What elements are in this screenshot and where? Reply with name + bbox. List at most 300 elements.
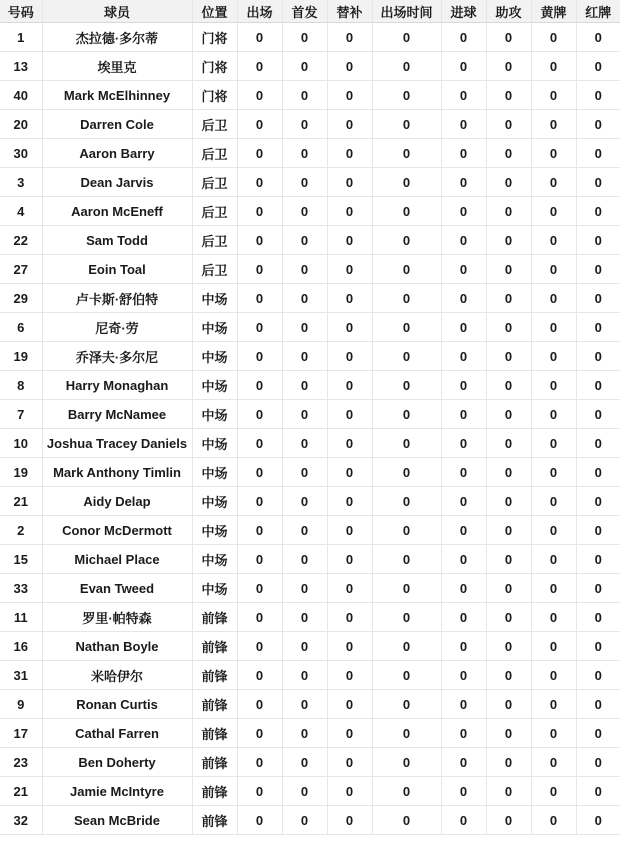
cell-appearances: 0 — [237, 110, 282, 139]
table-row — [0, 52, 620, 81]
cell-minutes: 0 — [372, 110, 441, 139]
cell-red-cards: 0 — [576, 371, 620, 400]
cell-assists: 0 — [486, 719, 531, 748]
cell-red-cards: 0 — [576, 719, 620, 748]
cell-yellow-cards: 0 — [531, 429, 576, 458]
cell-number: 13 — [0, 52, 42, 81]
cell-starts: 0 — [282, 23, 327, 52]
cell-assists: 0 — [486, 226, 531, 255]
cell-minutes: 0 — [372, 81, 441, 110]
cell-red-cards: 0 — [576, 197, 620, 226]
cell-appearances: 0 — [237, 168, 282, 197]
cell-red-cards: 0 — [576, 110, 620, 139]
table-row — [0, 139, 620, 168]
cell-position: 前锋 — [192, 632, 237, 661]
cell-starts: 0 — [282, 168, 327, 197]
cell-yellow-cards: 0 — [531, 516, 576, 545]
cell-minutes: 0 — [372, 226, 441, 255]
cell-assists: 0 — [486, 197, 531, 226]
cell-number: 8 — [0, 371, 42, 400]
cell-player: Nathan Boyle — [42, 632, 192, 661]
cell-substitute: 0 — [327, 458, 372, 487]
column-header-position: 位置 — [192, 0, 237, 23]
cell-starts: 0 — [282, 719, 327, 748]
cell-starts: 0 — [282, 777, 327, 806]
cell-number: 19 — [0, 342, 42, 371]
cell-player: Mark McElhinney — [42, 81, 192, 110]
cell-assists: 0 — [486, 516, 531, 545]
cell-position: 后卫 — [192, 226, 237, 255]
cell-position: 中场 — [192, 313, 237, 342]
cell-assists: 0 — [486, 400, 531, 429]
cell-red-cards: 0 — [576, 81, 620, 110]
cell-substitute: 0 — [327, 719, 372, 748]
cell-starts: 0 — [282, 487, 327, 516]
cell-appearances: 0 — [237, 342, 282, 371]
cell-substitute: 0 — [327, 255, 372, 284]
cell-position: 中场 — [192, 400, 237, 429]
cell-yellow-cards: 0 — [531, 458, 576, 487]
cell-appearances: 0 — [237, 371, 282, 400]
cell-minutes: 0 — [372, 139, 441, 168]
table-row — [0, 516, 620, 545]
cell-substitute: 0 — [327, 197, 372, 226]
cell-assists: 0 — [486, 487, 531, 516]
cell-number: 7 — [0, 400, 42, 429]
cell-appearances: 0 — [237, 574, 282, 603]
cell-number: 3 — [0, 168, 42, 197]
cell-player: Aaron McEneff — [42, 197, 192, 226]
cell-yellow-cards: 0 — [531, 23, 576, 52]
cell-substitute: 0 — [327, 52, 372, 81]
cell-appearances: 0 — [237, 661, 282, 690]
cell-goals: 0 — [441, 110, 486, 139]
cell-number: 30 — [0, 139, 42, 168]
cell-minutes: 0 — [372, 748, 441, 777]
cell-appearances: 0 — [237, 458, 282, 487]
cell-assists: 0 — [486, 748, 531, 777]
cell-goals: 0 — [441, 23, 486, 52]
cell-red-cards: 0 — [576, 661, 620, 690]
cell-player: Eoin Toal — [42, 255, 192, 284]
cell-assists: 0 — [486, 342, 531, 371]
cell-substitute: 0 — [327, 139, 372, 168]
cell-appearances: 0 — [237, 777, 282, 806]
cell-goals: 0 — [441, 284, 486, 313]
cell-minutes: 0 — [372, 806, 441, 835]
cell-assists: 0 — [486, 313, 531, 342]
cell-minutes: 0 — [372, 400, 441, 429]
cell-position: 前锋 — [192, 690, 237, 719]
cell-substitute: 0 — [327, 603, 372, 632]
cell-red-cards: 0 — [576, 806, 620, 835]
cell-goals: 0 — [441, 81, 486, 110]
cell-number: 11 — [0, 603, 42, 632]
cell-starts: 0 — [282, 806, 327, 835]
table-row — [0, 458, 620, 487]
cell-substitute: 0 — [327, 81, 372, 110]
cell-starts: 0 — [282, 574, 327, 603]
cell-assists: 0 — [486, 603, 531, 632]
column-header-starts: 首发 — [282, 0, 327, 23]
cell-starts: 0 — [282, 139, 327, 168]
cell-yellow-cards: 0 — [531, 284, 576, 313]
cell-goals: 0 — [441, 197, 486, 226]
cell-appearances: 0 — [237, 81, 282, 110]
cell-position: 门将 — [192, 23, 237, 52]
cell-minutes: 0 — [372, 603, 441, 632]
cell-red-cards: 0 — [576, 284, 620, 313]
cell-red-cards: 0 — [576, 139, 620, 168]
cell-number: 31 — [0, 661, 42, 690]
cell-appearances: 0 — [237, 632, 282, 661]
cell-red-cards: 0 — [576, 226, 620, 255]
cell-starts: 0 — [282, 313, 327, 342]
cell-red-cards: 0 — [576, 429, 620, 458]
cell-goals: 0 — [441, 52, 486, 81]
cell-assists: 0 — [486, 255, 531, 284]
cell-minutes: 0 — [372, 197, 441, 226]
cell-assists: 0 — [486, 371, 531, 400]
cell-goals: 0 — [441, 487, 486, 516]
cell-appearances: 0 — [237, 226, 282, 255]
cell-number: 29 — [0, 284, 42, 313]
cell-substitute: 0 — [327, 574, 372, 603]
table-row — [0, 255, 620, 284]
cell-yellow-cards: 0 — [531, 400, 576, 429]
cell-yellow-cards: 0 — [531, 226, 576, 255]
cell-starts: 0 — [282, 661, 327, 690]
cell-yellow-cards: 0 — [531, 545, 576, 574]
cell-starts: 0 — [282, 429, 327, 458]
cell-player: 尼奇·劳 — [42, 313, 192, 342]
table-row — [0, 487, 620, 516]
cell-goals: 0 — [441, 690, 486, 719]
cell-minutes: 0 — [372, 777, 441, 806]
cell-number: 15 — [0, 545, 42, 574]
table-row — [0, 197, 620, 226]
cell-yellow-cards: 0 — [531, 52, 576, 81]
cell-goals: 0 — [441, 719, 486, 748]
cell-player: Ben Doherty — [42, 748, 192, 777]
cell-number: 19 — [0, 458, 42, 487]
cell-assists: 0 — [486, 81, 531, 110]
cell-player: 埃里克 — [42, 52, 192, 81]
cell-yellow-cards: 0 — [531, 313, 576, 342]
cell-starts: 0 — [282, 632, 327, 661]
cell-yellow-cards: 0 — [531, 719, 576, 748]
table-row — [0, 777, 620, 806]
cell-red-cards: 0 — [576, 458, 620, 487]
table-row — [0, 661, 620, 690]
cell-number: 32 — [0, 806, 42, 835]
cell-goals: 0 — [441, 661, 486, 690]
cell-substitute: 0 — [327, 777, 372, 806]
cell-goals: 0 — [441, 313, 486, 342]
cell-yellow-cards: 0 — [531, 139, 576, 168]
column-header-goals: 进球 — [441, 0, 486, 23]
cell-substitute: 0 — [327, 313, 372, 342]
cell-starts: 0 — [282, 81, 327, 110]
cell-red-cards: 0 — [576, 52, 620, 81]
cell-minutes: 0 — [372, 313, 441, 342]
cell-assists: 0 — [486, 52, 531, 81]
cell-minutes: 0 — [372, 371, 441, 400]
cell-substitute: 0 — [327, 690, 372, 719]
cell-appearances: 0 — [237, 52, 282, 81]
column-header-assists: 助攻 — [486, 0, 531, 23]
cell-position: 中场 — [192, 284, 237, 313]
cell-goals: 0 — [441, 139, 486, 168]
cell-assists: 0 — [486, 458, 531, 487]
cell-goals: 0 — [441, 342, 486, 371]
cell-minutes: 0 — [372, 52, 441, 81]
cell-position: 后卫 — [192, 197, 237, 226]
cell-position: 中场 — [192, 574, 237, 603]
cell-assists: 0 — [486, 284, 531, 313]
cell-position: 前锋 — [192, 806, 237, 835]
cell-appearances: 0 — [237, 313, 282, 342]
cell-player: Cathal Farren — [42, 719, 192, 748]
table-row — [0, 110, 620, 139]
cell-player: 乔泽夫·多尔尼 — [42, 342, 192, 371]
cell-yellow-cards: 0 — [531, 487, 576, 516]
cell-appearances: 0 — [237, 255, 282, 284]
cell-starts: 0 — [282, 284, 327, 313]
cell-substitute: 0 — [327, 23, 372, 52]
cell-starts: 0 — [282, 255, 327, 284]
cell-minutes: 0 — [372, 458, 441, 487]
cell-starts: 0 — [282, 342, 327, 371]
cell-red-cards: 0 — [576, 168, 620, 197]
cell-assists: 0 — [486, 806, 531, 835]
cell-goals: 0 — [441, 545, 486, 574]
cell-yellow-cards: 0 — [531, 690, 576, 719]
cell-appearances: 0 — [237, 545, 282, 574]
cell-player: Barry McNamee — [42, 400, 192, 429]
cell-player: Aaron Barry — [42, 139, 192, 168]
cell-number: 17 — [0, 719, 42, 748]
cell-red-cards: 0 — [576, 574, 620, 603]
cell-appearances: 0 — [237, 400, 282, 429]
cell-yellow-cards: 0 — [531, 81, 576, 110]
cell-yellow-cards: 0 — [531, 371, 576, 400]
cell-assists: 0 — [486, 23, 531, 52]
cell-number: 2 — [0, 516, 42, 545]
table-row — [0, 313, 620, 342]
cell-position: 后卫 — [192, 110, 237, 139]
cell-player: Harry Monaghan — [42, 371, 192, 400]
cell-starts: 0 — [282, 197, 327, 226]
cell-number: 9 — [0, 690, 42, 719]
column-header-yellow-cards: 黄牌 — [531, 0, 576, 23]
cell-goals: 0 — [441, 632, 486, 661]
cell-substitute: 0 — [327, 371, 372, 400]
cell-yellow-cards: 0 — [531, 777, 576, 806]
cell-red-cards: 0 — [576, 632, 620, 661]
cell-assists: 0 — [486, 632, 531, 661]
cell-starts: 0 — [282, 226, 327, 255]
cell-assists: 0 — [486, 110, 531, 139]
cell-number: 6 — [0, 313, 42, 342]
cell-yellow-cards: 0 — [531, 342, 576, 371]
table-row — [0, 603, 620, 632]
cell-number: 40 — [0, 81, 42, 110]
cell-appearances: 0 — [237, 603, 282, 632]
cell-minutes: 0 — [372, 690, 441, 719]
cell-assists: 0 — [486, 168, 531, 197]
cell-position: 前锋 — [192, 603, 237, 632]
cell-minutes: 0 — [372, 719, 441, 748]
cell-minutes: 0 — [372, 545, 441, 574]
table-row — [0, 23, 620, 52]
cell-appearances: 0 — [237, 23, 282, 52]
cell-position: 前锋 — [192, 661, 237, 690]
cell-red-cards: 0 — [576, 748, 620, 777]
table-row — [0, 429, 620, 458]
cell-number: 10 — [0, 429, 42, 458]
cell-appearances: 0 — [237, 429, 282, 458]
cell-number: 23 — [0, 748, 42, 777]
cell-position: 中场 — [192, 516, 237, 545]
cell-starts: 0 — [282, 400, 327, 429]
cell-yellow-cards: 0 — [531, 806, 576, 835]
cell-appearances: 0 — [237, 806, 282, 835]
cell-substitute: 0 — [327, 110, 372, 139]
cell-goals: 0 — [441, 748, 486, 777]
cell-position: 中场 — [192, 342, 237, 371]
cell-starts: 0 — [282, 748, 327, 777]
cell-position: 中场 — [192, 458, 237, 487]
cell-red-cards: 0 — [576, 255, 620, 284]
cell-position: 前锋 — [192, 719, 237, 748]
cell-player: 杰拉德·多尔蒂 — [42, 23, 192, 52]
cell-yellow-cards: 0 — [531, 603, 576, 632]
cell-minutes: 0 — [372, 429, 441, 458]
cell-goals: 0 — [441, 574, 486, 603]
cell-red-cards: 0 — [576, 23, 620, 52]
cell-position: 后卫 — [192, 255, 237, 284]
column-header-number: 号码 — [0, 0, 42, 23]
cell-player: Mark Anthony Timlin — [42, 458, 192, 487]
cell-red-cards: 0 — [576, 313, 620, 342]
column-header-red-cards: 红牌 — [576, 0, 620, 23]
table-row — [0, 284, 620, 313]
cell-minutes: 0 — [372, 342, 441, 371]
cell-minutes: 0 — [372, 23, 441, 52]
cell-starts: 0 — [282, 516, 327, 545]
table-row — [0, 690, 620, 719]
table-row — [0, 81, 620, 110]
table-body — [0, 23, 620, 835]
cell-substitute: 0 — [327, 168, 372, 197]
cell-starts: 0 — [282, 690, 327, 719]
cell-minutes: 0 — [372, 255, 441, 284]
cell-player: Sean McBride — [42, 806, 192, 835]
cell-appearances: 0 — [237, 719, 282, 748]
cell-substitute: 0 — [327, 545, 372, 574]
cell-starts: 0 — [282, 458, 327, 487]
cell-substitute: 0 — [327, 429, 372, 458]
cell-assists: 0 — [486, 574, 531, 603]
cell-appearances: 0 — [237, 139, 282, 168]
column-header-minutes: 出场时间 — [372, 0, 441, 23]
cell-appearances: 0 — [237, 516, 282, 545]
cell-starts: 0 — [282, 545, 327, 574]
cell-yellow-cards: 0 — [531, 197, 576, 226]
cell-yellow-cards: 0 — [531, 632, 576, 661]
cell-goals: 0 — [441, 255, 486, 284]
cell-position: 中场 — [192, 487, 237, 516]
cell-number: 33 — [0, 574, 42, 603]
cell-minutes: 0 — [372, 574, 441, 603]
cell-starts: 0 — [282, 52, 327, 81]
cell-number: 21 — [0, 487, 42, 516]
cell-goals: 0 — [441, 400, 486, 429]
cell-substitute: 0 — [327, 487, 372, 516]
cell-yellow-cards: 0 — [531, 748, 576, 777]
cell-position: 中场 — [192, 429, 237, 458]
cell-player: Ronan Curtis — [42, 690, 192, 719]
cell-appearances: 0 — [237, 748, 282, 777]
cell-position: 前锋 — [192, 748, 237, 777]
cell-goals: 0 — [441, 806, 486, 835]
cell-player: 卢卡斯·舒伯特 — [42, 284, 192, 313]
cell-player: Conor McDermott — [42, 516, 192, 545]
cell-goals: 0 — [441, 516, 486, 545]
cell-minutes: 0 — [372, 168, 441, 197]
table-row — [0, 719, 620, 748]
cell-number: 22 — [0, 226, 42, 255]
cell-red-cards: 0 — [576, 516, 620, 545]
cell-position: 后卫 — [192, 139, 237, 168]
cell-substitute: 0 — [327, 661, 372, 690]
cell-substitute: 0 — [327, 516, 372, 545]
cell-yellow-cards: 0 — [531, 574, 576, 603]
cell-red-cards: 0 — [576, 487, 620, 516]
cell-substitute: 0 — [327, 284, 372, 313]
cell-substitute: 0 — [327, 342, 372, 371]
cell-position: 前锋 — [192, 777, 237, 806]
cell-appearances: 0 — [237, 487, 282, 516]
cell-player: Michael Place — [42, 545, 192, 574]
table-row — [0, 574, 620, 603]
cell-goals: 0 — [441, 168, 486, 197]
cell-goals: 0 — [441, 226, 486, 255]
cell-substitute: 0 — [327, 400, 372, 429]
cell-appearances: 0 — [237, 197, 282, 226]
cell-appearances: 0 — [237, 690, 282, 719]
table-row — [0, 342, 620, 371]
cell-position: 后卫 — [192, 168, 237, 197]
table-row — [0, 400, 620, 429]
cell-goals: 0 — [441, 458, 486, 487]
cell-player: Sam Todd — [42, 226, 192, 255]
cell-substitute: 0 — [327, 806, 372, 835]
cell-position: 中场 — [192, 371, 237, 400]
cell-starts: 0 — [282, 603, 327, 632]
cell-player: 米哈伊尔 — [42, 661, 192, 690]
cell-player: Darren Cole — [42, 110, 192, 139]
cell-substitute: 0 — [327, 226, 372, 255]
column-header-appearances: 出场 — [237, 0, 282, 23]
cell-assists: 0 — [486, 429, 531, 458]
cell-red-cards: 0 — [576, 342, 620, 371]
cell-minutes: 0 — [372, 661, 441, 690]
table-row — [0, 748, 620, 777]
cell-position: 中场 — [192, 545, 237, 574]
cell-number: 1 — [0, 23, 42, 52]
